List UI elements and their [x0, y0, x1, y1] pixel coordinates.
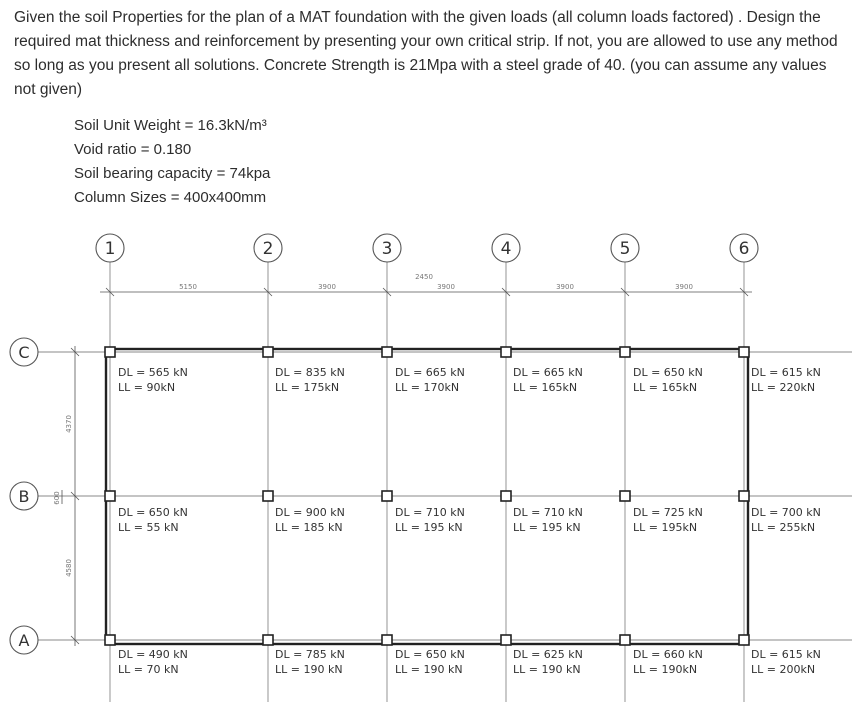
- load-c1-dl: DL = 565 kN: [118, 366, 188, 379]
- load-b5-ll: LL = 195kN: [633, 521, 698, 534]
- load-b1-ll: LL = 55 kN: [118, 521, 179, 534]
- horizontal-grid-lines: [38, 352, 852, 640]
- load-a3-dl: DL = 650 kN: [395, 648, 465, 661]
- load-c4-dl: DL = 665 kN: [513, 366, 583, 379]
- load-c2-dl: DL = 835 kN: [275, 366, 345, 379]
- grid-number-bubbles: [96, 234, 758, 262]
- mat-foundation-plan: [0, 228, 862, 702]
- load-b6-dl: DL = 700 kN: [751, 506, 821, 519]
- grid-label-1: 1: [104, 239, 116, 259]
- load-c1-ll: LL = 90kN: [118, 381, 176, 394]
- load-a5-dl: DL = 660 kN: [633, 648, 703, 661]
- dim-y-2: 4580: [65, 559, 73, 577]
- load-a6-ll: LL = 200kN: [751, 663, 816, 676]
- dim-small: 600: [53, 491, 61, 505]
- grid-label-5: 5: [619, 239, 631, 259]
- load-b6-ll: LL = 255kN: [751, 521, 816, 534]
- vertical-grid-lines: [110, 262, 744, 702]
- load-b3-ll: LL = 195 kN: [395, 521, 463, 534]
- load-b3-dl: DL = 710 kN: [395, 506, 465, 519]
- dim-x-5: 3900: [675, 283, 693, 291]
- load-b2-ll: LL = 185 kN: [275, 521, 343, 534]
- dim-x-1: 5150: [179, 283, 197, 291]
- load-a2-dl: DL = 785 kN: [275, 648, 345, 661]
- dim-y-1: 4370: [65, 415, 73, 433]
- load-c3-ll: LL = 170kN: [395, 381, 460, 394]
- grid-label-a: A: [18, 631, 30, 650]
- grid-label-4: 4: [500, 239, 512, 259]
- dim-extra: 2450: [415, 273, 433, 281]
- dim-x-3: 3900: [437, 283, 455, 291]
- soil-properties: [74, 114, 270, 210]
- grid-label-2: 2: [262, 239, 274, 259]
- load-b2-dl: DL = 900 kN: [275, 506, 345, 519]
- soil-unit-weight: Soil Unit Weight = 16.3kN/m³: [74, 117, 267, 134]
- top-dimension-line: [100, 288, 752, 296]
- grid-label-3: 3: [381, 239, 393, 259]
- column-sizes: Column Sizes = 400x400mm: [74, 189, 267, 206]
- load-a4-ll: LL = 190 kN: [513, 663, 581, 676]
- load-c4-ll: LL = 165kN: [513, 381, 578, 394]
- load-c6-ll: LL = 220kN: [751, 381, 816, 394]
- dim-x-2: 3900: [318, 283, 336, 291]
- load-a2-ll: LL = 190 kN: [275, 663, 343, 676]
- load-c5-ll: LL = 165kN: [633, 381, 698, 394]
- grid-label-b: B: [18, 487, 30, 506]
- grid-label-c: C: [18, 343, 30, 362]
- grid-label-6: 6: [738, 239, 750, 259]
- load-a5-ll: LL = 190kN: [633, 663, 698, 676]
- void-ratio: Void ratio = 0.180: [74, 141, 192, 158]
- load-b1-dl: DL = 650 kN: [118, 506, 188, 519]
- load-b5-dl: DL = 725 kN: [633, 506, 703, 519]
- load-a1-ll: LL = 70 kN: [118, 663, 179, 676]
- question-text: Given the soil Properties for the plan of a MAT foundation with the given loads (all column loads factored) . Design the required mat thickness and reinforcement by presenting your own critical strip. If not, you are allowed to use any method so long as you present all solutions. Concrete Strength is 21Mpa with a steel grade of 40. (you can assume any values not given): [14, 9, 838, 98]
- load-c2-ll: LL = 175kN: [275, 381, 340, 394]
- load-c5-dl: DL = 650 kN: [633, 366, 703, 379]
- load-a6-dl: DL = 615 kN: [751, 648, 821, 661]
- bearing-capacity: Soil bearing capacity = 74kpa: [74, 165, 271, 182]
- load-a3-ll: LL = 190 kN: [395, 663, 463, 676]
- load-a1-dl: DL = 490 kN: [118, 648, 188, 661]
- load-b4-dl: DL = 710 kN: [513, 506, 583, 519]
- load-c6-dl: DL = 615 kN: [751, 366, 821, 379]
- load-c3-dl: DL = 665 kN: [395, 366, 465, 379]
- load-b4-ll: LL = 195 kN: [513, 521, 581, 534]
- load-a4-dl: DL = 625 kN: [513, 648, 583, 661]
- dim-x-4: 3900: [556, 283, 574, 291]
